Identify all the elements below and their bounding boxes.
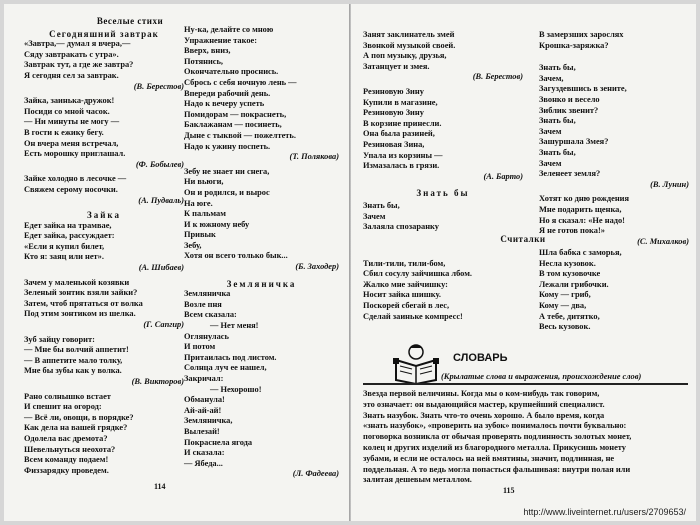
poem-author: (С. Михалков) — [637, 236, 689, 246]
text-line: Завтрак тут, а где же завтра? — [24, 60, 134, 70]
text-line: «знать назубок», «проверить на зубок» понималось почти буквально: — [363, 421, 627, 431]
text-line: Обманула! — [184, 395, 225, 405]
text-line: Затем, чтоб прятаться от волка — [24, 298, 143, 308]
text-line: В гости к ежику бегу. — [24, 127, 104, 137]
text-line: Крошка-заряжка? — [539, 40, 609, 50]
text-line: Мне подарить щенка, — [539, 204, 622, 214]
text-line: Сбрось с себя ночную лень — — [184, 77, 297, 87]
text-line: Звезда первой величины. Когда мы о ком-нибудь так говорим, — [363, 389, 600, 398]
text-line: Сяду завтракать с утра». — [24, 49, 119, 59]
poem-stanza — [184, 25, 339, 152]
text-line: — Ябеда... — [184, 458, 223, 468]
text-line: Зачем у маленькой козявки — [24, 277, 130, 287]
dictionary-subtitle: (Крылатые слова и выражения, происхождение слов) — [441, 372, 642, 381]
text-line: Зачем — [363, 211, 386, 221]
poem-stanza — [539, 30, 689, 51]
book-spread — [4, 4, 696, 521]
text-line: А поп музыку, друзья, — [363, 51, 447, 61]
poem-stanza — [24, 392, 184, 477]
poem-title: Зайка — [87, 210, 121, 221]
text-line: «Завтра,— думал я вчера,— — [24, 39, 131, 49]
text-line: — В аппетите мало толку, — [24, 355, 123, 365]
poem-author: (Г. Сапгир) — [143, 320, 184, 330]
left-page — [4, 4, 349, 521]
text-line: Звонкой музыкой своей. — [363, 40, 456, 50]
text-line: — Нехорошо! — [210, 384, 262, 394]
text-line: Несла кузовок. — [539, 258, 596, 268]
text-line: Одолела вас дремота? — [24, 433, 108, 443]
page-number: 114 — [154, 482, 166, 491]
dictionary-section — [363, 352, 688, 486]
text-line: И сказала: — [184, 448, 225, 458]
poem-stanza — [24, 278, 184, 320]
poem-stanza — [24, 335, 184, 377]
text-line: А тебе, дитятко, — [539, 311, 600, 321]
text-line: Дыне с тыквой — пожелтеть. — [184, 130, 296, 140]
poem-author: (Ф. Бобылев) — [135, 159, 184, 169]
text-line: это означает: он выдающийся мастер, крупнейший специалист. — [363, 399, 605, 409]
text-line: Зачем — [539, 126, 562, 136]
text-line: И потом — [184, 342, 216, 352]
right-page — [351, 4, 696, 521]
poem-author: (Л. Фадеева) — [292, 469, 339, 479]
text-line: Привык — [184, 230, 216, 240]
text-line: зубами, и если не осталось на ней вмятины, значит, подлинная, не — [363, 453, 615, 463]
poem-author: (В. Берестов) — [133, 81, 184, 91]
text-line: Зебу не знает ни снега, — [184, 166, 270, 176]
text-line: Оглянулась — [184, 331, 229, 341]
text-line: Зайка, заинька-дружок! — [24, 96, 115, 106]
right-column-2 — [539, 30, 689, 247]
text-line: Он и родился, и вырос — [184, 187, 270, 197]
text-line: Шла бабка с заморья, — [539, 248, 622, 257]
text-line: Зебу, — [184, 240, 202, 250]
text-line: Резиновая Зина, — [363, 139, 425, 149]
text-line: Зеленый зонтик взяли зайки? — [24, 288, 138, 298]
poem-stanza — [184, 289, 339, 469]
poem-title: Сегодняшний завтрак — [49, 28, 159, 39]
text-line: Весь кузовок. — [539, 322, 591, 332]
poem-author: (Б. Заходер) — [295, 262, 339, 272]
text-line: Знать бы, — [363, 200, 400, 210]
text-line: В корзине принесли. — [363, 118, 442, 128]
text-line: Резиновую Зину — [363, 108, 424, 118]
text-line: Солнца луч ее нашел, — [184, 363, 267, 373]
poem-author: (А. Шибаев) — [138, 263, 184, 273]
text-line: Кому — два, — [539, 300, 587, 310]
text-line: Всем сказала: — [184, 310, 237, 320]
poem-title: Знать бы — [416, 188, 470, 199]
text-line: Закричал: — [184, 374, 224, 383]
text-line: Надо к вечеру успеть — [184, 99, 265, 109]
text-line: Свяжем серому носочки. — [24, 184, 118, 194]
watermark-url: http://www.liveinternet.ru/users/2709653/ — [523, 507, 686, 517]
text-line: Тили-тили, тили-бом, — [363, 258, 446, 268]
text-line: Ни вьюги, — [184, 177, 224, 187]
text-line: Жалко мне зайчишку: — [363, 279, 448, 289]
text-line: Зачем — [539, 158, 562, 168]
text-line: Зуб зайцу говорит: — [24, 334, 95, 344]
left-column-1 — [24, 16, 184, 476]
text-line: Хотя он всего только бык... — [184, 251, 288, 261]
text-line: Но я сказал: «Не надо! — [539, 215, 625, 225]
text-line: Измазалась в грязи. — [363, 161, 440, 171]
text-line: Впереди рабочий день. — [184, 88, 271, 98]
text-line: Упала из корзины — — [363, 150, 443, 160]
text-line: Земляничка — [184, 289, 231, 299]
text-line: Зеленеет земля? — [539, 169, 601, 179]
text-line: В замерзших зарослях — [539, 30, 624, 39]
text-line: Мне бы зубы как у волка. — [24, 366, 122, 376]
dictionary-text — [363, 389, 688, 486]
text-line: Он вчера меня встречал, — [24, 138, 119, 148]
text-line: Кто я: заяц или нет». — [24, 252, 104, 262]
poem-stanza — [363, 259, 523, 323]
text-line: Загуздевшись в зените, — [539, 84, 627, 94]
text-line: поддельная. А то ведь могла попасться фальшивая: внутри полая или — [363, 464, 631, 474]
text-line: Купили в магазине, — [363, 97, 438, 107]
text-line: — Всё ли, овощи, в порядке? — [24, 412, 134, 422]
text-line: Сбил сосулу зайчишка лбом. — [363, 269, 473, 279]
poem-stanza — [184, 167, 339, 262]
text-line: Резиновую Зину — [363, 86, 424, 96]
text-line: Зиблик звенит? — [539, 105, 599, 115]
text-line: Как дела на вашей грядке? — [24, 423, 128, 433]
poem-stanza — [24, 221, 184, 263]
poem-stanza — [363, 201, 523, 233]
text-line: Знать бы, — [539, 147, 576, 157]
dictionary-title: СЛОВАРЬ — [453, 352, 508, 364]
poem-stanza — [539, 63, 689, 180]
poem-author: (В. Викторов) — [131, 377, 184, 386]
text-line: Посиди со мной часок. — [24, 106, 110, 116]
text-line: И к южному небу — [184, 219, 250, 229]
text-line: Надо к ужину поспеть. — [184, 141, 271, 151]
poem-author: (Т. Полякова) — [289, 152, 339, 162]
text-line: «Если я купил билет, — [24, 241, 105, 251]
text-line: — Нет меня! — [210, 321, 259, 331]
text-line: Сделай заиньке компресс! — [363, 311, 463, 321]
text-line: Притаилась под листом. — [184, 352, 277, 362]
text-line: поговорка возникла от обычая проверять подлинность золотых монет, — [363, 432, 632, 442]
poem-stanza — [363, 30, 523, 72]
section-heading: Веселые стихи — [96, 16, 164, 26]
poem-author: (А. Барто) — [483, 171, 523, 181]
poem-stanza — [24, 96, 184, 160]
text-line: Поскорей сбегай в лес, — [363, 301, 450, 311]
text-line: Едет зайка, рассуждает: — [24, 231, 115, 241]
text-line: залитая дешевым металлом. — [363, 475, 472, 485]
text-line: — Ни минуты не могу — — [24, 117, 120, 127]
text-line: Она была разиней, — [363, 129, 435, 139]
text-line: Залаяла спозаранку — [363, 222, 439, 232]
text-line: И спешит на огород: — [24, 402, 102, 412]
text-line: Зайке холодно в лесочке — — [24, 174, 127, 184]
right-column-2-counting-rhyme — [539, 248, 689, 333]
poem-author: (В. Лунин) — [650, 179, 689, 189]
text-line: Баклажанам — посинеть, — [184, 120, 282, 130]
text-line: Занят заклинатель змей — [363, 30, 455, 39]
poem-stanza — [539, 194, 689, 236]
poem-stanza — [24, 174, 184, 195]
text-line: Под этим зонтиком из шелка. — [24, 309, 136, 319]
text-line: Всем команду подаем! — [24, 455, 109, 465]
text-line: На юге. — [184, 198, 213, 208]
text-line: Вылезай! — [184, 426, 220, 436]
poem-author: (В. Берестов) — [472, 72, 523, 82]
text-line: Помидорам — покраснеть, — [184, 109, 287, 119]
text-line: Окончательно проснись. — [184, 67, 279, 77]
text-line: Я сегодня сел за завтрак. — [24, 70, 119, 80]
text-line: Знать бы, — [539, 116, 576, 126]
poem-title: Земляничка — [226, 278, 297, 289]
text-line: Есть морошку приглашал. — [24, 149, 126, 159]
poem-stanza — [539, 248, 689, 333]
text-line: Знать назубок. Знать что-то очень хорошо. А было время, когда — [363, 410, 605, 420]
text-line: Физзарядку проведем. — [24, 465, 109, 475]
text-line: Едет зайка на трамвае, — [24, 220, 112, 230]
text-line: Ай-ай-ай! — [184, 405, 222, 415]
text-line: Затанцует и змея. — [363, 61, 430, 71]
text-line: Упражнение такое: — [184, 35, 258, 45]
text-line: Звонко и весело — [539, 94, 600, 104]
poem-author: (А. Пудваль) — [138, 195, 184, 205]
poem-stanza — [24, 39, 184, 81]
text-line: Хотят ко дню рождения — [539, 194, 630, 204]
text-line: Шевельнуться неохота? — [24, 444, 116, 454]
text-line: Вверх, вниз, — [184, 46, 231, 56]
poem-stanza — [363, 87, 523, 172]
text-line: Лежали грибочки. — [539, 279, 609, 289]
right-column-1 — [363, 30, 523, 322]
text-line: Зашуршала Змея? — [539, 137, 609, 147]
text-line: Кому — гриб, — [539, 290, 591, 300]
page-number: 115 — [503, 486, 515, 495]
left-column-2 — [184, 25, 339, 480]
poem-title: Считалки — [500, 234, 546, 244]
text-line: Возле пня — [184, 299, 222, 309]
text-line: Носит зайка шишку. — [363, 290, 441, 300]
text-line: Зачем, — [539, 73, 564, 83]
text-line: колец и других изделий из благородного металла. Прикусишь монету — [363, 442, 626, 452]
text-line: — Мне бы волчий аппетит! — [24, 345, 129, 355]
divider — [363, 383, 688, 385]
text-line: Ну-ка, делайте со мною — [184, 25, 274, 34]
text-line: Земляничка, — [184, 416, 233, 426]
text-line: Знать бы, — [539, 63, 576, 73]
text-line: Потянись, — [184, 56, 224, 66]
text-line: К пальмам — [184, 209, 226, 219]
text-line: В том кузовочке — [539, 269, 601, 279]
text-line: Покраснела ягода — [184, 437, 253, 447]
text-line: Рано солнышко встает — [24, 391, 111, 401]
text-line: Я не готов пока!» — [539, 226, 605, 236]
